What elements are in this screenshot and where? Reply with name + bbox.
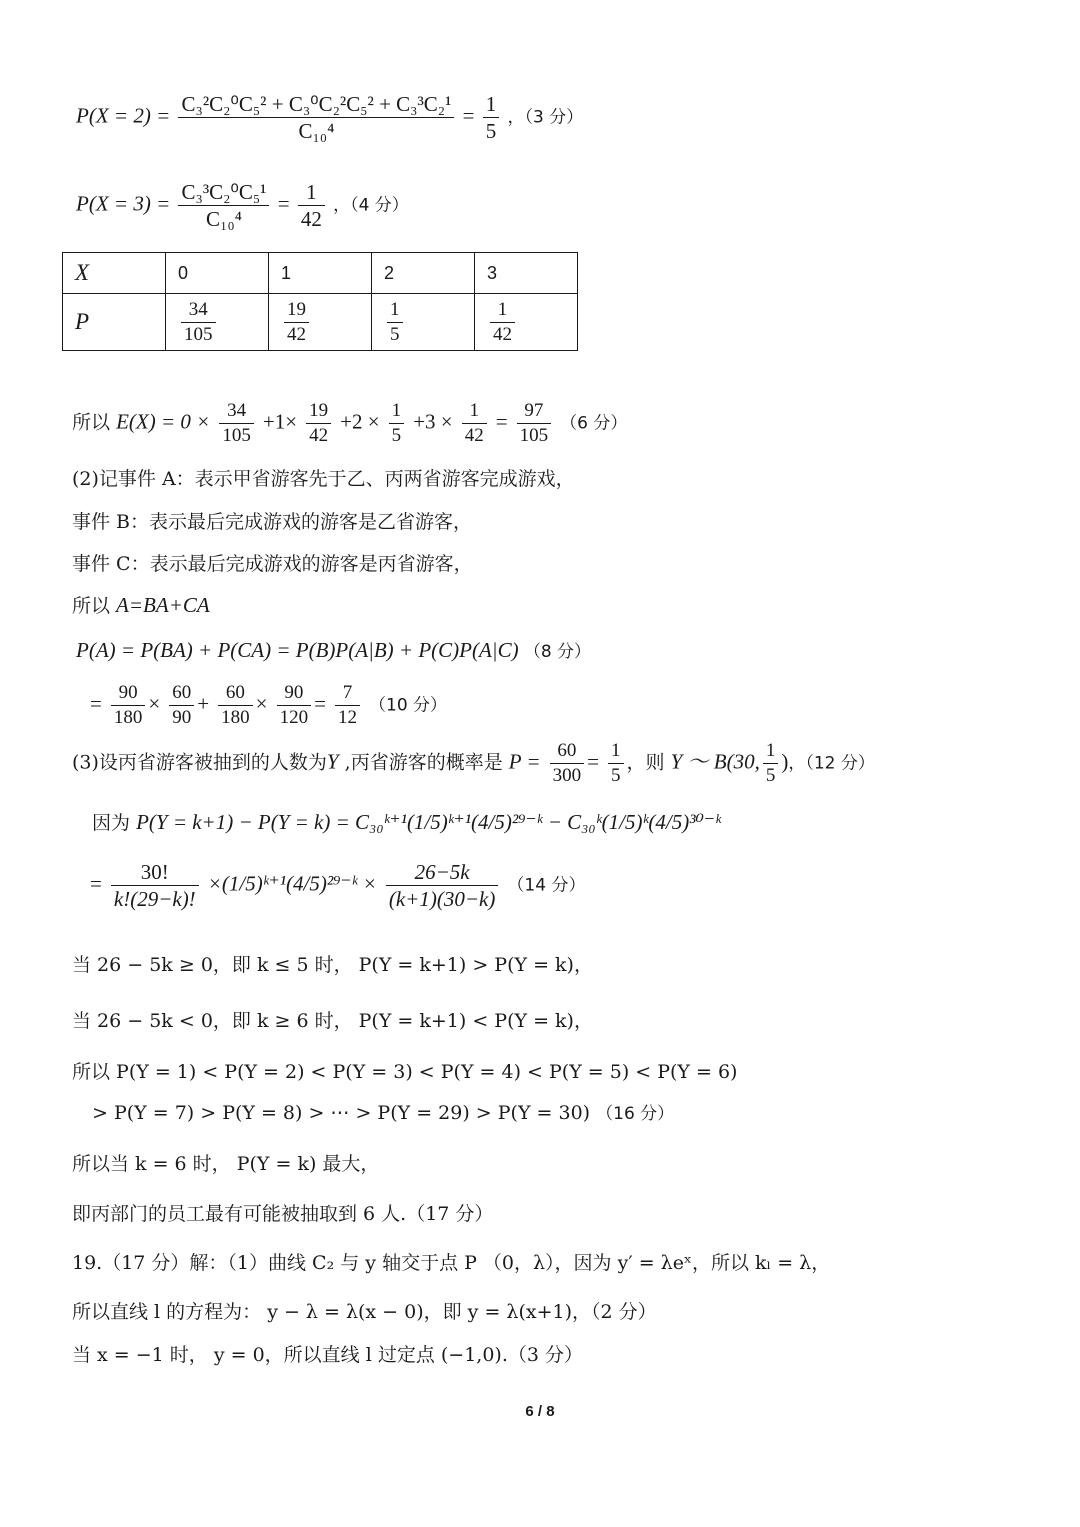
text-line: 当 x = −1 时， y = 0，所以直线 l 过定点 (−1,0).（3 分） <box>72 1344 583 1366</box>
math-text: ) <box>781 749 789 774</box>
fraction <box>462 400 487 447</box>
eq-p-x-2: P(X = 2) = $\frac{\text{C₃²C₂⁰C₅² + C₃⁰C₂²C₅² + C₃³C₂¹}}{\text{C₁₀⁴}}$ = $\frac{1}{5}$ ，（3 分） <box>76 92 584 144</box>
fraction <box>490 299 515 346</box>
fraction <box>608 740 624 787</box>
numerator: 1 <box>490 299 515 323</box>
fraction <box>335 682 360 729</box>
denominator: 105 <box>519 424 549 446</box>
denominator: 5 <box>765 764 776 786</box>
numerator: 1 <box>608 740 624 764</box>
math-text: P = <box>508 749 541 774</box>
text: ，则 <box>626 751 665 774</box>
fraction <box>284 299 309 346</box>
score-note: （10 分） <box>369 695 448 716</box>
denominator: 90 <box>172 706 192 728</box>
page-number: 6 / 8 <box>525 1403 555 1420</box>
text-line <box>92 1099 674 1124</box>
math-text: +1× <box>262 409 298 434</box>
fraction <box>178 92 454 143</box>
text-line: 当 26 − 5k ≥ 0，即 k ≤ 5 时， P(Y = k+1) > P(Y = k)， <box>72 954 593 976</box>
table-cell-p-label: P <box>63 294 166 351</box>
fraction <box>298 180 325 231</box>
text-line: 当 26 − 5k < 0，即 k ≥ 6 时， P(Y = k+1) < P(Y = k)， <box>72 1010 593 1032</box>
table-row <box>63 294 578 351</box>
fraction <box>386 860 498 911</box>
math-text: = <box>495 409 508 434</box>
fraction <box>169 682 194 729</box>
fraction <box>178 180 269 231</box>
formula-line: = $\frac{90}{180}$ × $\frac{60}{90}$ + $\frac{60}{180}$ × $\frac{90}{120}$ = $\frac{7}{12}$ （10 分） <box>90 682 448 728</box>
numerator: C₃³C₂⁰C₅¹ <box>178 180 269 206</box>
denominator: 5 <box>391 424 402 446</box>
math-text: +2 × <box>340 409 380 434</box>
denominator: 300 <box>552 764 582 786</box>
denominator: 42 <box>464 424 484 446</box>
numerator: C₃²C₂⁰C₅² + C₃⁰C₂²C₅² + C₃³C₂¹ <box>178 92 454 118</box>
numerator: 1 <box>298 180 325 206</box>
math-text: Y ～ B(30, <box>670 749 760 774</box>
score-note: ，（12 分） <box>788 753 875 774</box>
table-cell <box>475 294 578 351</box>
text-line: 所以当 k = 6 时， P(Y = k) 最大， <box>72 1153 380 1175</box>
formula-line: = $\frac{30!}{k!(29-k)!}$ ×(1/5)ᵏ⁺¹(4/5)²⁹⁻ᵏ × $\frac{26-5k}{(k+1)(30-k)}$ （14 分） <box>90 860 586 912</box>
denominator: 42 <box>287 323 306 345</box>
fraction <box>763 740 779 787</box>
score-note: （16 分） <box>596 1104 675 1124</box>
table-cell <box>166 294 269 351</box>
score-note: ，（3 分） <box>507 107 584 128</box>
math-text: > P(Y = 7) > P(Y = 8) > ⋯ > P(Y = 29) > P(Y = 30) <box>92 1102 591 1124</box>
numerator: 19 <box>284 299 309 323</box>
numerator: 30! <box>111 860 199 886</box>
table-cell: 3 <box>475 253 578 294</box>
table-cell-x-label: X <box>63 253 166 294</box>
fraction <box>111 860 199 911</box>
distribution-table <box>62 252 578 351</box>
text: (3)设丙省游客被抽到的人数为 <box>72 751 327 774</box>
denominator: 12 <box>337 706 357 728</box>
score-note: （6 分） <box>560 413 628 434</box>
numerator: 1 <box>763 740 779 764</box>
numerator: 60 <box>550 740 585 764</box>
text-line: (2)记事件 A：表示甲省游客先于乙、丙两省游客完成游戏， <box>72 468 575 490</box>
numerator: 97 <box>517 400 552 424</box>
fraction <box>218 682 253 729</box>
denominator: 42 <box>309 424 329 446</box>
denominator: 120 <box>279 706 309 728</box>
numerator: 1 <box>483 92 500 118</box>
math-text: ×(1/5)ᵏ⁺¹(4/5)²⁹⁻ᵏ × <box>207 871 377 896</box>
denominator: 5 <box>390 323 400 345</box>
fraction <box>387 299 403 346</box>
denominator: 180 <box>221 706 250 728</box>
numerator: 7 <box>335 682 360 706</box>
text-line: 所以直线 l 的方程为： y − λ = λ(x − 0)，即 y = λ(x+1)，（2 分） <box>72 1301 657 1323</box>
fraction <box>111 682 146 729</box>
fraction <box>389 400 405 447</box>
numerator: 1 <box>387 299 403 323</box>
numerator: 34 <box>181 299 216 323</box>
math-text: E(X) = 0 × <box>116 409 211 434</box>
eq-lhs: P(X = 2) = <box>76 103 171 128</box>
numerator: 1 <box>389 400 405 424</box>
denominator: C₁₀⁴ <box>205 207 242 232</box>
table-cell: 0 <box>166 253 269 294</box>
formula-line <box>76 637 591 663</box>
text: ,丙省游客的概率是 <box>338 751 509 774</box>
denominator: 180 <box>113 706 143 728</box>
text: 所以 <box>72 595 117 617</box>
math-text: P(A) = P(BA) + P(CA) = P(B)P(A|B) + P(C)P(A|C) <box>76 638 519 662</box>
text-line: 即丙部门的员工最有可能被抽取到 6 人.（17 分） <box>72 1203 494 1225</box>
fraction <box>306 400 331 447</box>
text-line: 事件 C：表示最后完成游戏的游客是丙省游客， <box>72 553 473 575</box>
numerator: 60 <box>218 682 253 706</box>
fraction <box>181 299 216 346</box>
denominator: (k+1)(30−k) <box>388 887 496 912</box>
eq-p-x-3: P(X = 3) = $\frac{\text{C₃³C₂⁰C₅¹}}{\text{C₁₀⁴}}$ = $\frac{1}{42}$ ，（4 分） <box>76 180 409 232</box>
denominator: 5 <box>611 764 621 786</box>
numerator: 1 <box>462 400 487 424</box>
denominator: k!(29−k)! <box>113 887 196 912</box>
denominator: 105 <box>222 424 251 446</box>
text-line: (3)设丙省游客被抽到的人数为Y ,丙省游客的概率是 P = $\frac{60}{300}$ = $\frac{1}{5}$ ，则 Y ～ B(30, $\frac{1}{5}$ )，（12 分） <box>72 740 875 786</box>
numerator: 90 <box>277 682 312 706</box>
score-note: （8 分） <box>523 642 592 662</box>
table-cell <box>372 294 475 351</box>
math-text: P(Y = k+1) − P(Y = k) = C₃₀ᵏ⁺¹(1/5)ᵏ⁺¹(4/5)²⁹⁻ᵏ − C₃₀ᵏ(1/5)ᵏ(4/5)³⁰⁻ᵏ <box>136 810 721 834</box>
table-cell: 1 <box>269 253 372 294</box>
expectation-line <box>72 400 627 447</box>
text-line <box>72 591 210 618</box>
fraction <box>550 740 585 787</box>
denominator: C₁₀⁴ <box>298 119 335 144</box>
fraction <box>517 400 552 447</box>
numerator: 60 <box>169 682 194 706</box>
fraction <box>277 682 312 729</box>
math-text: A=BA+CA <box>116 593 210 617</box>
fraction <box>219 400 254 447</box>
fraction <box>483 92 500 143</box>
math-text: Y <box>326 749 339 774</box>
numerator: 34 <box>219 400 254 424</box>
table-row <box>63 253 578 294</box>
eq-lhs: P(X = 3) = <box>76 191 171 216</box>
numerator: 19 <box>306 400 331 424</box>
text-line: 事件 B：表示最后完成游戏的游客是乙省游客， <box>72 511 473 533</box>
math-text: +3 × <box>413 409 453 434</box>
numerator: 26−5k <box>386 860 498 886</box>
denominator: 105 <box>184 323 213 345</box>
denominator: 42 <box>300 207 322 232</box>
text-line: 19.（17 分）解：（1）曲线 C₂ 与 y 轴交于点 P （0，λ），因为 y′ = λeˣ，所以 kₗ = λ， <box>72 1252 831 1274</box>
numerator: 90 <box>111 682 146 706</box>
denominator: 42 <box>493 323 512 345</box>
score-note: （14 分） <box>507 875 586 896</box>
text-line: 所以 P(Y = 1) < P(Y = 2) < P(Y = 3) < P(Y = 4) < P(Y = 5) < P(Y = 6) <box>72 1061 738 1083</box>
table-cell: 2 <box>372 253 475 294</box>
text: 所以 <box>72 411 111 434</box>
table-cell <box>269 294 372 351</box>
text: 因为 <box>92 812 131 834</box>
formula-line <box>92 808 721 835</box>
denominator: 5 <box>485 119 497 144</box>
score-note: ，（4 分） <box>333 195 409 216</box>
